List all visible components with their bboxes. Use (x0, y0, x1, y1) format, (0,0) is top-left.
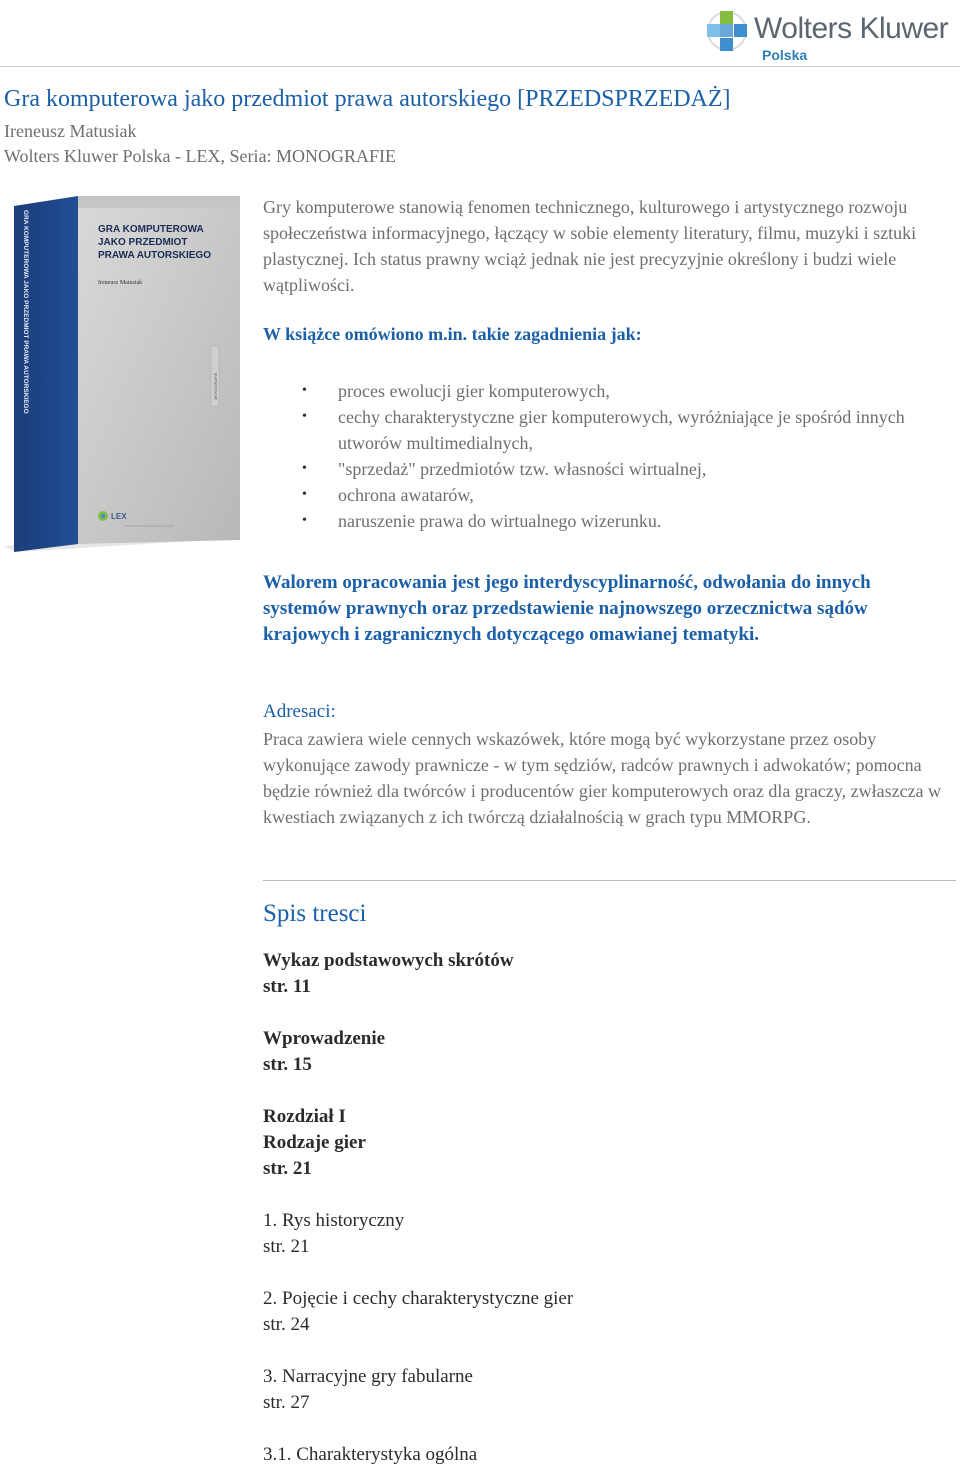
brand-name: Wolters Kluwer (754, 12, 949, 45)
topics-list (338, 378, 938, 534)
toc-divider (263, 880, 956, 881)
wolters-kluwer-logo (704, 4, 956, 64)
toc-entry-page: str. 11 (263, 976, 311, 997)
book-title: Gra komputerowa jako przedmiot prawa autorskiego [PRZEDSPRZEDAŻ] (4, 86, 731, 112)
topic-item: • cechy charakterystyczne gier komputerowych, wyróżniające je spośród innych utworów multimedialnych, (338, 404, 938, 456)
toc-entry-title: Rodzaje gier (263, 1132, 366, 1153)
value-statement: Walorem opracowania jest jego interdyscyplinarność, odwołania do innych systemów prawnych oraz przedstawienie najnowszego orzecznictwa sądów krajowych i zagranicznych dotyczącego omawianej tematyki. (263, 572, 871, 645)
audience-label: Adresaci: (263, 701, 336, 722)
cover-series-tab: MONOGRAFIE (213, 372, 218, 400)
book-cover-image (4, 196, 240, 552)
toc-entry-title: 1. Rys historyczny (263, 1210, 405, 1231)
book-publisher-series: Wolters Kluwer Polska - LEX, Seria: MONOGRAFIE (4, 146, 397, 166)
cover-spine-title: GRA KOMPUTEROWA JAKO PRZEDMIOT PRAWA AUTORSKIEGO (22, 210, 29, 414)
book-description: Gry komputerowe stanowią fenomen technicznego, kulturowego i artystycznego rozwoju społeczeństwa informacyjnego, łączący w sobie elementy literatury, filmu, muzyki i sztuki plastycznej. Ich status prawny wciąż jednak nie jest precyzyjnie określony i budzi wiele wątpliwości. (263, 197, 917, 295)
topic-item: • naruszenie prawa do wirtualnego wizerunku. (338, 508, 938, 534)
toc-entry-page: str. 15 (263, 1054, 312, 1075)
toc-entry-title: Wykaz podstawowych skrótów (263, 950, 514, 971)
wolters-kluwer-mark-icon (704, 8, 750, 54)
topic-item: • "sprzedaż" przedmiotów tzw. własności wirtualnej, (338, 456, 938, 482)
cover-title-line-1: GRA KOMPUTEROWA (98, 224, 204, 235)
book-author: Ireneusz Matusiak (4, 121, 137, 141)
cover-title-line-3: PRAWA AUTORSKIEGO (98, 250, 211, 261)
audience-text: Praca zawiera wiele cennych wskazówek, które mogą być wykorzystane przez osoby wykonujące zawody prawnicze - w tym sędziów, radców prawnych i adwokatów; pomocna będzie również dla twórców i producentów gier komputerowych oraz dla graczy, zwłaszcza w kwestiach związanych z ich twórczą działalnością w grach typu MMORPG. (263, 729, 942, 827)
header-divider (0, 66, 960, 67)
cover-author: Ireneusz Matusiak (98, 280, 143, 286)
topic-item: • proces ewolucji gier komputerowych, (338, 378, 938, 404)
cover-title-line-2: JAKO PRZEDMIOT (98, 237, 188, 248)
cover-imprint: LEX (111, 512, 127, 521)
toc-entry-page: str. 21 (263, 1158, 312, 1179)
toc-entry-page: str. 24 (263, 1314, 310, 1335)
brand-sub: Polska (762, 47, 808, 63)
topics-heading: W książce omówiono m.in. takie zagadnienia jak: (263, 324, 642, 344)
toc-entry-page: str. 21 (263, 1236, 310, 1257)
toc-entry-title: 3. Narracyjne gry fabularne (263, 1366, 473, 1387)
toc-entry-page: str. 27 (263, 1392, 310, 1413)
topic-item: • ochrona awatarów, (338, 482, 938, 508)
toc-entry-title: 3.1. Charakterystyka ogólna (263, 1444, 478, 1465)
toc-entry-title: 2. Pojęcie i cechy charakterystyczne gier (263, 1288, 574, 1309)
toc-entry-title: Wprowadzenie (263, 1028, 386, 1049)
toc-heading: Spis tresci (263, 900, 367, 927)
toc-chapter-label: Rozdział I (263, 1106, 346, 1127)
